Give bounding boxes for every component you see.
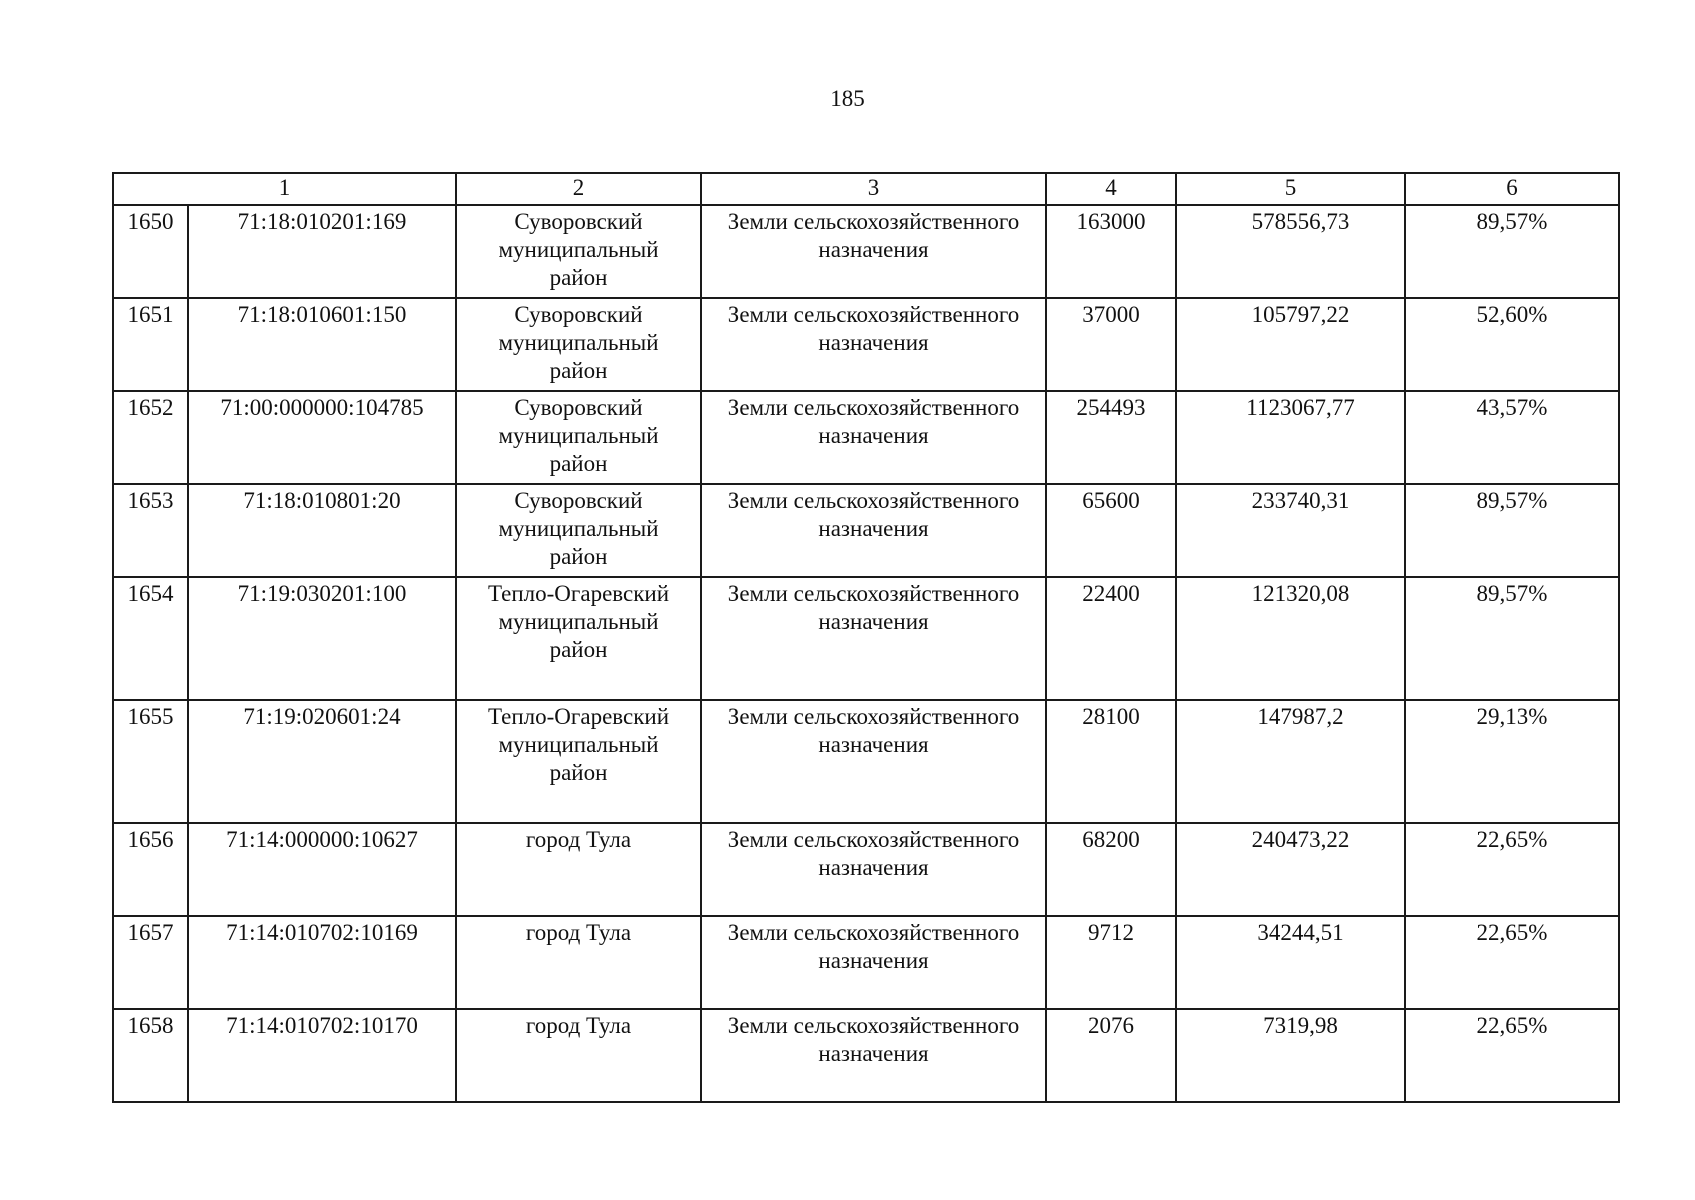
district-line: район [549, 265, 608, 290]
district [456, 391, 701, 484]
district-line: Суворовский [514, 395, 643, 420]
cadastral-value: 147987,2 [1176, 700, 1405, 823]
percent: 52,60% [1405, 298, 1619, 391]
percent: 29,13% [1405, 700, 1619, 823]
header-cell-4: 4 [1046, 173, 1176, 205]
area: 163000 [1046, 205, 1176, 298]
table-row [113, 1009, 1619, 1102]
percent: 43,57% [1405, 391, 1619, 484]
row-number: 1656 [113, 823, 188, 916]
cadastral-number: 71:14:000000:10627 [188, 823, 456, 916]
land-category [701, 298, 1046, 391]
cadastral-value: 240473,22 [1176, 823, 1405, 916]
district-line: муниципальный [498, 237, 659, 262]
land-category-line: Земли сельскохозяйственного [727, 581, 1020, 606]
cadastral-number: 71:18:010801:20 [188, 484, 456, 577]
land-category [701, 391, 1046, 484]
percent: 22,65% [1405, 916, 1619, 1009]
district-line: район [549, 451, 608, 476]
row-number: 1657 [113, 916, 188, 1009]
land-category [701, 205, 1046, 298]
land-category-line: Земли сельскохозяйственного [727, 704, 1020, 729]
area: 28100 [1046, 700, 1176, 823]
table-row [113, 484, 1619, 577]
cadastral-value: 7319,98 [1176, 1009, 1405, 1102]
district-line: муниципальный [498, 516, 659, 541]
cadastral-number: 71:14:010702:10170 [188, 1009, 456, 1102]
land-category-line: назначения [818, 609, 929, 634]
area: 9712 [1046, 916, 1176, 1009]
district-line: город Тула [525, 1013, 632, 1038]
land-category-line: Земли сельскохозяйственного [727, 302, 1020, 327]
area: 2076 [1046, 1009, 1176, 1102]
area: 22400 [1046, 577, 1176, 700]
header-cell-1: 1 [113, 173, 456, 205]
cadastral-value: 34244,51 [1176, 916, 1405, 1009]
district-line: район [549, 760, 608, 785]
land-category-line: Земли сельскохозяйственного [727, 920, 1020, 945]
land-category [701, 700, 1046, 823]
land-category-line: назначения [818, 423, 929, 448]
row-number: 1654 [113, 577, 188, 700]
district-line: город Тула [525, 827, 632, 852]
land-category-line: назначения [818, 855, 929, 880]
header-cell-3: 3 [701, 173, 1046, 205]
percent: 22,65% [1405, 1009, 1619, 1102]
area: 65600 [1046, 484, 1176, 577]
district-line: Суворовский [514, 488, 643, 513]
table-row [113, 205, 1619, 298]
district [456, 577, 701, 700]
table-row [113, 916, 1619, 1009]
area: 68200 [1046, 823, 1176, 916]
district [456, 916, 701, 1009]
district-line: муниципальный [498, 732, 659, 757]
district [456, 298, 701, 391]
land-category [701, 916, 1046, 1009]
district [456, 700, 701, 823]
percent: 89,57% [1405, 484, 1619, 577]
cadastral-value: 1123067,77 [1176, 391, 1405, 484]
row-number: 1658 [113, 1009, 188, 1102]
district-line: район [549, 637, 608, 662]
table-row [113, 700, 1619, 823]
cadastral-number: 71:19:030201:100 [188, 577, 456, 700]
page-number: 185 [830, 86, 865, 111]
district [456, 205, 701, 298]
land-category-line: назначения [818, 237, 929, 262]
land-category-line: назначения [818, 948, 929, 973]
percent: 22,65% [1405, 823, 1619, 916]
land-category-line: назначения [818, 732, 929, 757]
district-line: район [549, 544, 608, 569]
header-cell-6: 6 [1405, 173, 1619, 205]
district-line: Тепло-Огаревский [487, 581, 669, 606]
row-number: 1652 [113, 391, 188, 484]
land-category-line: назначения [818, 1041, 929, 1066]
district [456, 823, 701, 916]
district-line: муниципальный [498, 330, 659, 355]
header-row [113, 173, 1619, 205]
cadastral-value: 121320,08 [1176, 577, 1405, 700]
land-category [701, 577, 1046, 700]
land-category-line: назначения [818, 516, 929, 541]
land-category [701, 1009, 1046, 1102]
area: 254493 [1046, 391, 1176, 484]
district-line: муниципальный [498, 423, 659, 448]
header-cell-5: 5 [1176, 173, 1405, 205]
table-row [113, 391, 1619, 484]
cadastral-number: 71:19:020601:24 [188, 700, 456, 823]
land-registry-table [112, 172, 1620, 1103]
area: 37000 [1046, 298, 1176, 391]
land-category-line: назначения [818, 330, 929, 355]
row-number: 1650 [113, 205, 188, 298]
header-cell-2: 2 [456, 173, 701, 205]
table-row [113, 298, 1619, 391]
land-category-line: Земли сельскохозяйственного [727, 395, 1020, 420]
row-number: 1651 [113, 298, 188, 391]
land-category-line: Земли сельскохозяйственного [727, 827, 1020, 852]
percent: 89,57% [1405, 577, 1619, 700]
land-category [701, 823, 1046, 916]
row-number: 1655 [113, 700, 188, 823]
cadastral-value: 105797,22 [1176, 298, 1405, 391]
row-number: 1653 [113, 484, 188, 577]
percent: 89,57% [1405, 205, 1619, 298]
district-line: Суворовский [514, 209, 643, 234]
cadastral-number: 71:18:010601:150 [188, 298, 456, 391]
district-line: район [549, 358, 608, 383]
cadastral-number: 71:14:010702:10169 [188, 916, 456, 1009]
district-line: Тепло-Огаревский [487, 704, 669, 729]
district [456, 484, 701, 577]
land-category-line: Земли сельскохозяйственного [727, 488, 1020, 513]
cadastral-value: 233740,31 [1176, 484, 1405, 577]
cadastral-value: 578556,73 [1176, 205, 1405, 298]
table-row [113, 823, 1619, 916]
district-line: муниципальный [498, 609, 659, 634]
land-category-line: Земли сельскохозяйственного [727, 209, 1020, 234]
table-row [113, 577, 1619, 700]
cadastral-number: 71:00:000000:104785 [188, 391, 456, 484]
district-line: Суворовский [514, 302, 643, 327]
cadastral-number: 71:18:010201:169 [188, 205, 456, 298]
land-category-line: Земли сельскохозяйственного [727, 1013, 1020, 1038]
district [456, 1009, 701, 1102]
district-line: город Тула [525, 920, 632, 945]
land-category [701, 484, 1046, 577]
